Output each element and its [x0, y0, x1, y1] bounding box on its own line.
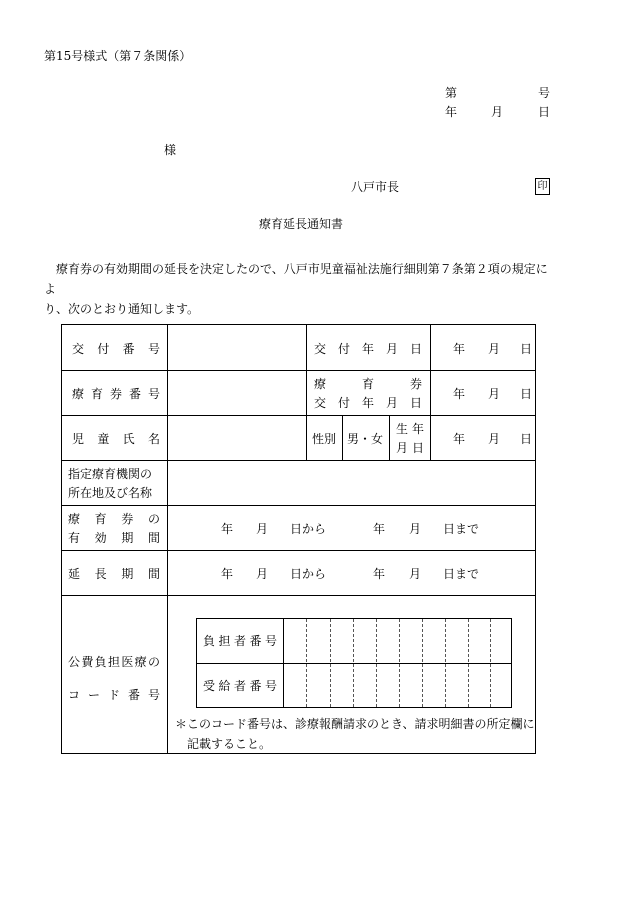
label-valid-period-b: 有 効 期 間 — [68, 531, 160, 545]
row-divider — [61, 415, 536, 416]
form-number: 第15号様式（第７条関係） — [44, 49, 192, 63]
from-day: 日から — [290, 522, 327, 536]
label-payer-number: 負 担 者 番 号 — [203, 634, 277, 648]
digit-divider — [330, 619, 331, 707]
ymd-year: 年 — [453, 342, 466, 356]
label-institution-b: 所在地及び名称 — [68, 486, 153, 500]
code-row-divider — [196, 663, 512, 664]
ymd-month: 月 — [488, 342, 501, 356]
page-title: 療育延長通知書 — [259, 217, 344, 231]
digit-divider — [353, 619, 354, 707]
label-card-number: 療 育 券 番 号 — [72, 387, 160, 401]
ext-from-year: 年 — [221, 567, 234, 581]
ymd-month: 月 — [488, 387, 501, 401]
col-divider — [389, 415, 390, 460]
row-divider — [61, 505, 536, 506]
from-month: 月 — [256, 522, 269, 536]
col-divider — [167, 324, 168, 754]
digit-divider — [468, 619, 469, 707]
col-divider — [342, 415, 343, 460]
digit-divider — [422, 619, 423, 707]
ymd-day: 日 — [520, 342, 533, 356]
to-month: 月 — [409, 522, 422, 536]
addressee-suffix: 様 — [164, 143, 177, 157]
row-divider — [61, 550, 536, 551]
ext-to-month: 月 — [409, 567, 422, 581]
label-public-expense-a: 公 費 負 担 医 療 の — [68, 655, 160, 669]
number-suffix: 号 — [538, 86, 551, 100]
digit-divider — [490, 619, 491, 707]
row-divider — [61, 370, 536, 371]
ext-from-month: 月 — [256, 567, 269, 581]
label-card-issue-date: 交 付 年 月 日 — [314, 396, 422, 410]
date-month: 月 — [491, 105, 504, 119]
label-issue-date: 交 付 年 月 日 — [314, 342, 422, 356]
label-gender: 性別 — [312, 432, 337, 446]
col-divider — [430, 324, 431, 460]
code-note — [175, 714, 535, 754]
ymd-year: 年 — [453, 387, 466, 401]
digit-divider — [306, 619, 307, 707]
ymd-month: 月 — [488, 432, 501, 446]
ext-to-year: 年 — [373, 567, 386, 581]
row-divider — [61, 460, 536, 461]
date-day: 日 — [538, 105, 551, 119]
digit-divider — [445, 619, 446, 707]
digit-divider — [376, 619, 377, 707]
ymd-year: 年 — [453, 432, 466, 446]
gender-options: 男・女 — [347, 432, 384, 446]
number-prefix: 第 — [445, 86, 458, 100]
note-line-2: 記載すること。 — [187, 737, 272, 751]
code-col-divider — [283, 618, 284, 708]
label-birth-a: 生 年 — [396, 422, 424, 436]
label-child-name: 児 童 氏 名 — [72, 432, 160, 446]
row-divider — [61, 595, 536, 596]
to-year: 年 — [373, 522, 386, 536]
body-text — [44, 259, 554, 319]
ext-to-day: 日まで — [443, 567, 480, 581]
body-line-2: り、次のとおり通知します。 — [44, 302, 200, 316]
body-line-1: 療育券の有効期間の延長を決定したので、八戸市児童福祉法施行細則第７条第２項の規定によ — [44, 262, 548, 296]
ymd-day: 日 — [520, 387, 533, 401]
col-divider — [306, 324, 307, 460]
to-day: 日まで — [443, 522, 480, 536]
issuer: 八戸市長 — [351, 180, 400, 194]
ext-from-day: 日から — [290, 567, 327, 581]
ymd-day: 日 — [520, 432, 533, 446]
note-line-1: ＊このコード番号は、診療報酬請求のとき、請求明細書の所定欄に — [175, 717, 535, 731]
date-year: 年 — [445, 105, 458, 119]
from-year: 年 — [221, 522, 234, 536]
label-issue-number: 交 付 番 号 — [72, 342, 160, 356]
digit-divider — [399, 619, 400, 707]
label-valid-period-a: 療 育 券 の — [68, 512, 160, 526]
label-recipient-number: 受 給 者 番 号 — [203, 679, 277, 693]
label-extension-period: 延 長 期 間 — [68, 567, 160, 581]
label-card-a: 療 育 券 — [314, 377, 422, 391]
label-public-expense-b: コ ー ド 番 号 — [68, 688, 160, 702]
seal: 印 — [535, 178, 550, 195]
label-birth-b: 月 日 — [396, 441, 424, 455]
label-institution-a: 指定療育機関の — [68, 467, 153, 481]
